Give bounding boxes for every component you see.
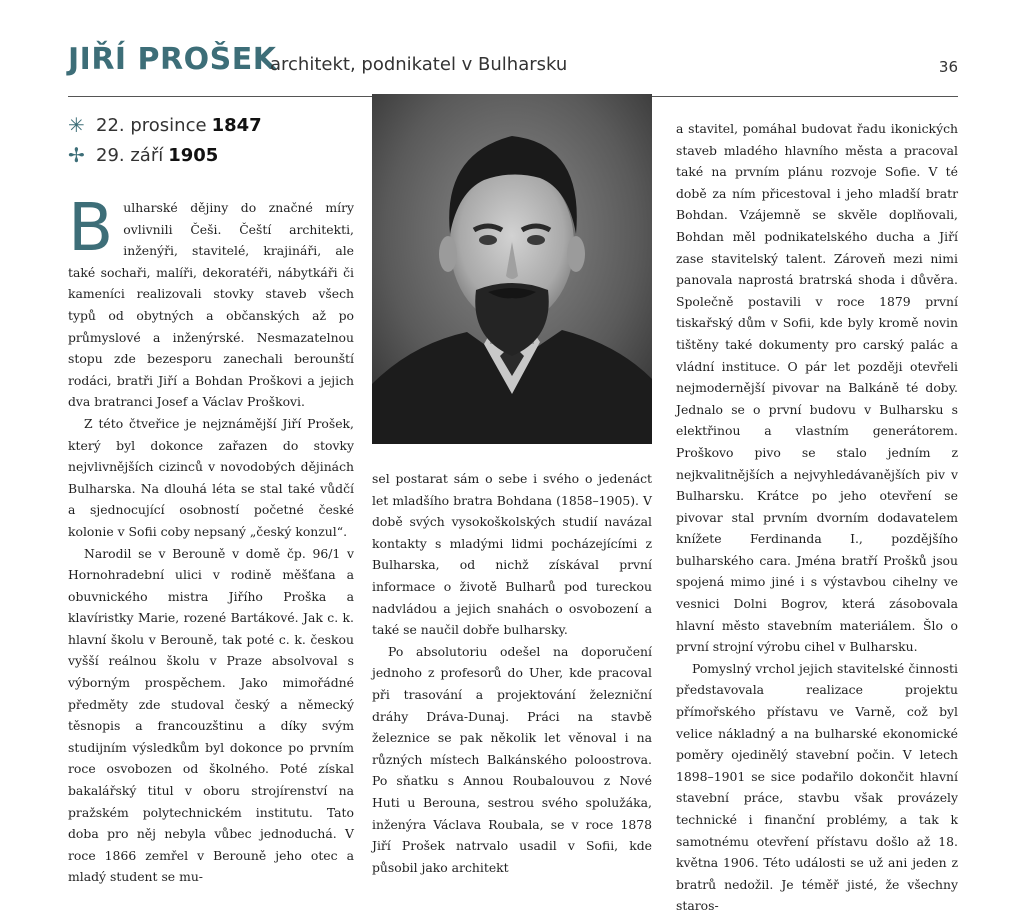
death-day: 29. září (96, 144, 164, 166)
birth-day: 22. prosince (96, 114, 207, 136)
paragraph: Pomyslný vrchol jejich stavitelské činnosti představovala realizace projektu přímořského přístavu ve Varně, což byl velice nákladný a na bulharské ekonomické poměry ojedinělý stavební počin. V letech 1898–1901 se sice podařilo dokončit hlavní stavební práce, stavbu však provázely technické i finanční problémy, a tak k samotnému otevření přístavu došlo až 18. května 1906. Této události se už ani jeden z bratrů nedožil. Je téměř jisté, že všechny staros- (676, 660, 958, 914)
column-1 (68, 189, 354, 888)
portrait-illustration (372, 94, 652, 444)
portrait-photo (372, 94, 652, 444)
dropcap: B (68, 189, 114, 266)
person-name: JIŘÍ PROŠEK (68, 42, 277, 77)
death-year: 1905 (168, 144, 219, 166)
column-2 (372, 468, 652, 878)
page-header (68, 38, 958, 97)
person-subtitle: architekt, podnikatel v Bulharsku (270, 54, 568, 75)
death-cross-icon: ✢ (68, 143, 85, 167)
paragraph: Po absolutoriu odešel na doporučení jednoho z profesorů do Uher, kde pracoval při trasování a projektování železniční dráhy Dráva-Dunaj. Práci na stavbě železnice se pak několik let věnoval i na různých místech Balkánského poloostrova. Po sňatku s Annou Roubalouvou z Nové Huti u Berouna, sestrou svého spolužáka, inženýra Václava Roubala, se v roce 1878 Jiří Prošek natrvalo usadil v Sofii, kde působil jako architekt (372, 643, 652, 875)
birth-year: 1847 (211, 114, 262, 136)
birth-date (68, 110, 358, 140)
paragraph: a stavitel, pomáhal budovat řadu ikonických staveb mladého hlavního města a pracoval také na prvním plánu rozvoje Sofie. V té době za ním přicestoval i jeho mladší bratr Bohdan. Vzájemně se skvěle doplňovali, Bohdan měl podnikatelského ducha a Jiří zase stavitelský talent. Zároveň mezi nimi panovala naprostá bratrská shoda i důvěra. Společně postavili v roce 1879 první tiskařský dům v Sofii, kde byly kromě novin tištěny také dokumenty pro carský palác a vládní instituce. O pár let později otevřeli nejmodernější pivovar na Balkáně té doby. Jednalo se o první budovu v Bulharsku s elektřinou a vlastním generátorem. Proškovo pivo se stalo jedním z nejkvalitnějších a nejvyhledávanějších piv v Bulharsku. Krátce po jeho otevření se pivovar stal prvním dvorním dodavatelem knížete Ferdinanda I., pozdějšího bulharského cara. Jména bratří Prošků jsou spojená mimo jiné i s výstavbou cihelny ve vesnici Dolni Bogrov, která zásobovala hlavní město stavebním materiálem. Šlo o první strojní výrobu cihel v Bulharsku. (676, 121, 958, 655)
paragraph-text: ulharské dějiny do značné míry ovlivnili Češi. Čeští architekti, inženýři, stavitelé, krajináři, ale také sochaři, malíři, dekoratéři, nábytkáři či kameníci realizovali stovky staveb všech typů od obytných a občanských až po průmyslové a inženýrské. Nesmazatelnou stopu zde bezesporu zanechali berounští rodáci, bratři Jiří a Bohdan Proškovi a jejich dva bratranci Josef a Václav Proškovi. (68, 200, 354, 410)
page-number: 36 (938, 58, 958, 76)
paragraph: Narodil se v Berouně v domě čp. 96/1 v Hornohradební ulici v rodině měšťana a obuvnického mistra Jiřího Proška a klavíristky Marie, rozené Bartákové. Jak c. k. hlavní školu v Berouně, tak poté c. k. českou vyšší reálnou školu v Praze absolvoval s výborným prospěchem. Jako mimořádné předměty zde studoval český a německý těsnopis a francouzštinu a díky svým studijním výsledkům byl dokonce po prvním roce osvobozen od školného. Poté získal bakalářský titul v oboru strojírenství na pražském polytechnickém institutu. Tato doba pro něj nebyla vůbec jednoduchá. V roce 1866 zemřel v Berouně jeho otec a mladý student se mu- (68, 545, 354, 885)
birth-asterisk-icon: ✳ (68, 113, 85, 137)
paragraph: Z této čtveřice je nejznámější Jiří Prošek, který byl dokonce zařazen do stovky nejvlivnějších cizinců v novodobých dějinách Bulharska. Na dlouhá léta se stal také vůdčí a sjednocující osobností početné české kolonie v Sofii coby nepsaný „český konzul“. (68, 415, 354, 539)
column-3 (676, 118, 958, 917)
life-dates (68, 110, 358, 170)
intro-paragraph (68, 189, 354, 413)
paragraph: sel postarat sám o sebe i svého o jedenáct let mladšího bratra Bohdana (1858–1905). V době svých vysokoškolských studií navázal kontakty s mladými lidmi pocházejícími z Bulharska, od nichž získával první informace o životě Bulharů pod tureckou nadvládou a jejich snahách o osvobození a také se naučil dobře bulharsky. (372, 471, 652, 638)
death-date (68, 140, 358, 170)
